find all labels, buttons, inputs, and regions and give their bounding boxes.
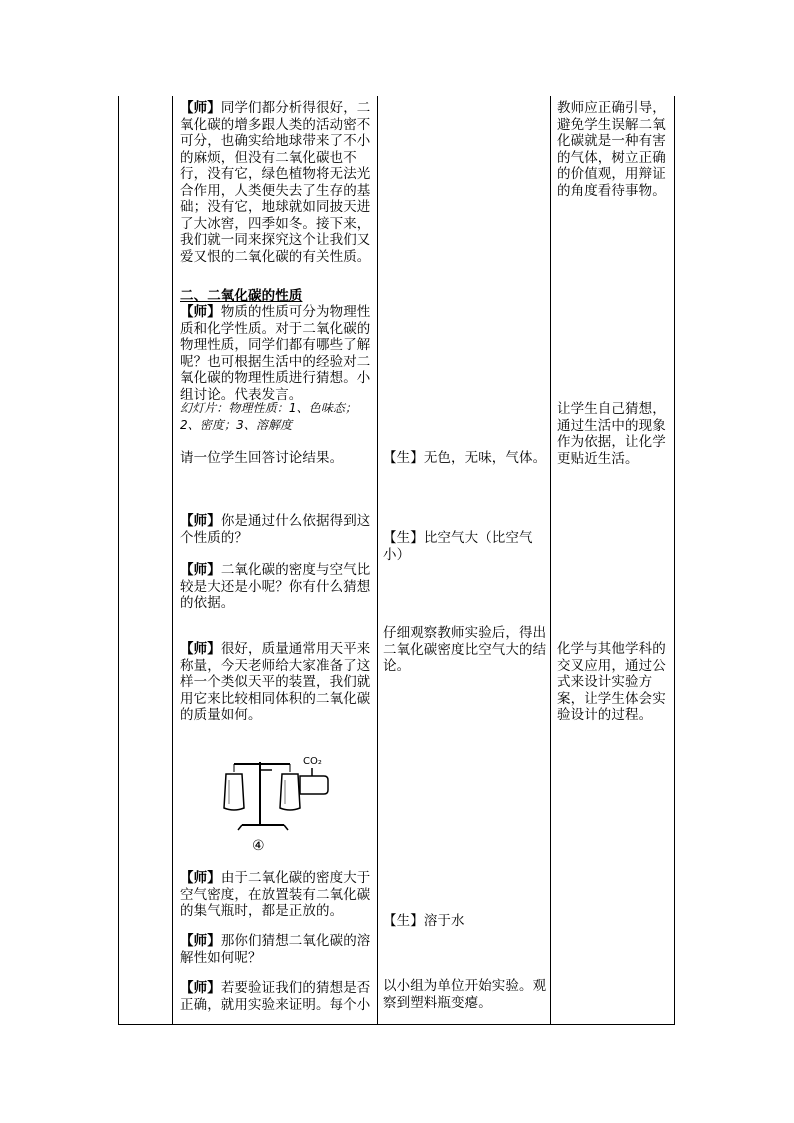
figure-number: ④ — [252, 838, 265, 854]
student-answer-3: 仔细观察教师实验后，得出二氧化碳密度比空气大的结论。 — [383, 625, 547, 674]
student-tag: 【生】 — [383, 530, 424, 546]
teacher-tag: 【师】 — [180, 980, 221, 996]
balance-apparatus-figure — [212, 750, 342, 855]
student-tag: 【生】 — [383, 913, 424, 929]
teacher-tag: 【师】 — [180, 304, 221, 320]
teacher-tag: 【师】 — [180, 641, 221, 657]
teacher-paragraph-5 — [180, 562, 376, 612]
teacher-paragraph-1-text: 同学们都分析得很好，二氧化碳的增多跟人类的活动密不可分，也确实给地球带来了不小的麻烦，但没有二氧化碳也不行，没有它，绿色植物将无法光合作用，人类便失去了生存的基础；没有它，地球就如同披天进了大冰窖，四季如冬。接下来，我们就一同来探究这个让我们又爱又恨的二氧化碳的有关性质。 — [180, 100, 371, 265]
design-note-2: 让学生自己猜想，通过生活中的现象作为依据，让化学更贴近生活。 — [557, 401, 666, 467]
table-bottom-border — [118, 1024, 675, 1025]
co2-label: CO₂ — [303, 756, 322, 767]
teacher-paragraph-9 — [180, 980, 376, 1013]
table-border-left — [118, 96, 119, 1025]
design-note-1: 教师应正确引导，避免学生误解二氧化碳就是一种有害的气体，树立正确的价值观，用辩证的角度看待事物。 — [557, 100, 666, 199]
student-answer-4-text: 溶于水 — [423, 913, 465, 929]
teacher-paragraph-5-text: 二氧化碳的密度与空气比较是大还是小呢？你有什么猜想的依据。 — [180, 562, 371, 611]
table-divider-1 — [172, 96, 173, 1025]
teacher-tag: 【师】 — [180, 513, 221, 529]
section-heading: 二、二氧化碳的性质 — [180, 288, 303, 304]
teacher-tag: 【师】 — [180, 562, 221, 578]
teacher-paragraph-7 — [180, 870, 376, 920]
teacher-paragraph-8 — [180, 933, 376, 966]
teacher-paragraph-8-text: 那你们猜想二氧化碳的溶解性如何呢？ — [180, 933, 371, 966]
table-divider-2 — [377, 96, 378, 1025]
student-answer-1 — [383, 450, 547, 467]
student-tag: 【生】 — [383, 450, 424, 466]
teacher-tag: 【师】 — [180, 933, 221, 949]
teacher-paragraph-3: 请一位学生回答讨论结果。 — [180, 450, 344, 466]
teacher-paragraph-2 — [180, 304, 376, 403]
table-border-right — [674, 96, 675, 1025]
teacher-paragraph-6-text: 很好，质量通常用天平来称量，今天老师给大家准备了这样一个类似天平的装置，我们就用它来比较相同体积的二氧化碳的质量如何。 — [180, 641, 371, 723]
teacher-tag: 【师】 — [180, 870, 221, 886]
student-answer-2 — [383, 530, 547, 563]
teacher-tag: 【师】 — [180, 100, 221, 116]
teacher-paragraph-9-text: 若要验证我们的猜想是否正确，就用实验来证明。每个小 — [180, 980, 371, 1013]
design-note-3: 化学与其他学科的交叉应用，通过公式来设计实验方案，让学生体会实验设计的过程。 — [557, 641, 666, 723]
teacher-paragraph-7-text: 由于二氧化碳的密度大于空气密度，在放置装有二氧化碳的集气瓶时，都是正放的。 — [180, 870, 371, 919]
teacher-paragraph-4 — [180, 513, 376, 546]
teacher-paragraph-1 — [180, 100, 376, 265]
teacher-paragraph-6 — [180, 641, 376, 724]
slide-note: 幻灯片：物理性质：1、色味态；2、密度；3、溶解度 — [180, 401, 358, 432]
teacher-paragraph-4-text: 你是通过什么依据得到这个性质的？ — [180, 513, 371, 546]
teacher-paragraph-2-text: 物质的性质可分为物理性质和化学性质。对于二氧化碳的物理性质，同学们都有哪些了解呢？也可根据生活中的经验对二氧化碳的物理性质进行猜想。小组讨论。代表发言。 — [180, 304, 371, 403]
student-answer-1-text: 无色，无味，气体。 — [423, 450, 547, 466]
student-answer-2-text: 比空气大（比空气小） — [383, 530, 533, 563]
student-answer-4 — [383, 913, 547, 930]
student-answer-5: 以小组为单位开始实验。观察到塑料瓶变瘪。 — [383, 978, 547, 1011]
table-divider-3 — [550, 96, 551, 1025]
